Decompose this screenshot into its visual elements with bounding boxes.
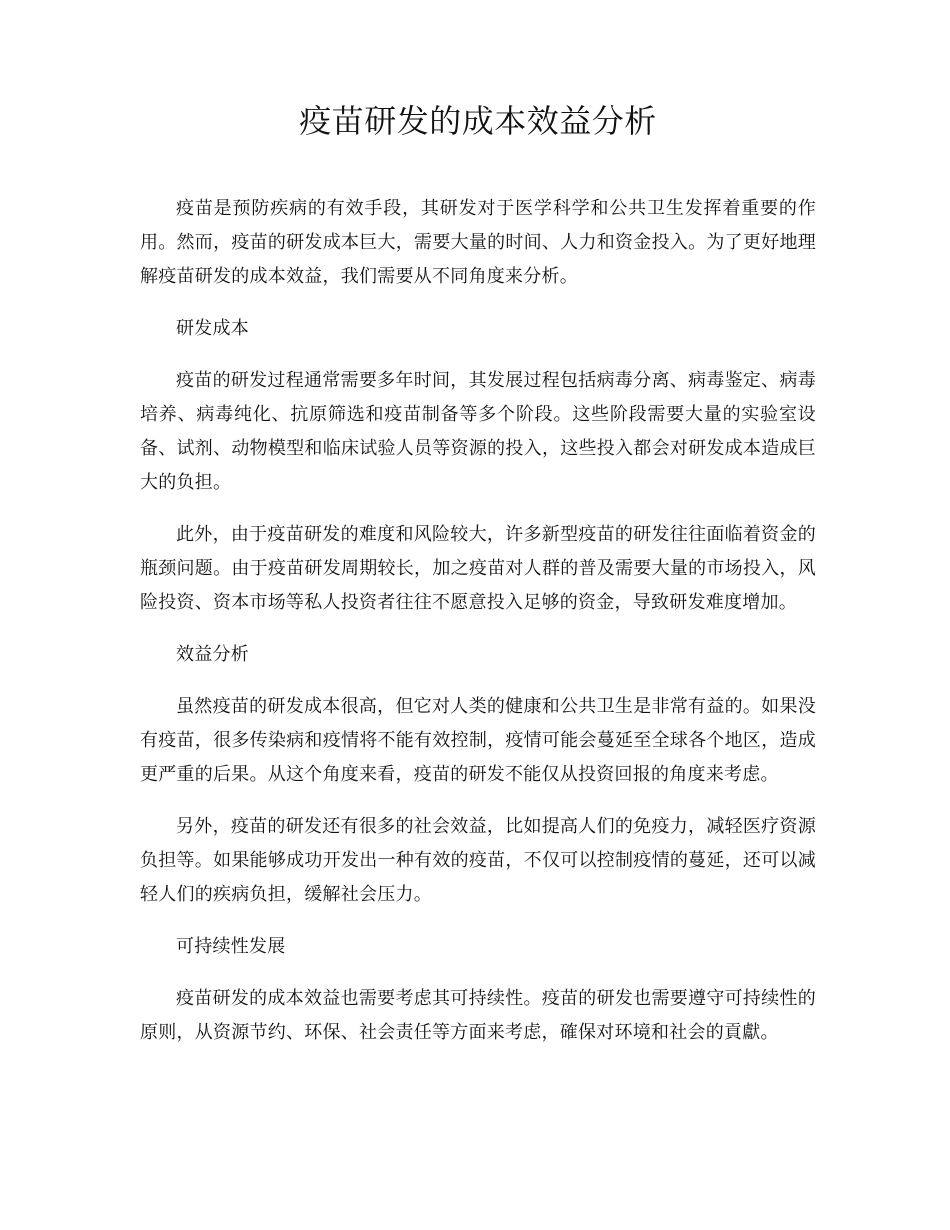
document-title: 疫苗研发的成本效益分析 [299,102,657,140]
section-heading-benefit-analysis: 效益分析 [176,644,249,665]
document-page [140,98,816,1068]
rd-cost-paragraph-1: 疫苗的研发过程通常需要多年时间，其发展过程包括病毒分离、病毒鉴定、病毒培养、病毒纯化、抗原筛选和疫苗制备等多个阶段。这些阶段需要大量的实验室设备、试剂、动物模型和临床试验人员等资源的投入，这些投入都会对研发成本造成巨大的负担。 [140,370,816,493]
sustainability-paragraph-1: 疫苗研发的成本效益也需要考虑其可持续性。疫苗的研发也需要遵守可持续性的原则，从资源节约、环保、社会责任等方面来考虑，確保对环境和社会的貢獻。 [140,988,816,1043]
section-heading-rd-cost: 研发成本 [176,318,249,339]
benefit-paragraph-1: 虽然疫苗的研发成本很高，但它对人类的健康和公共卫生是非常有益的。如果没有疫苗，很多传染病和疫情将不能有效控制，疫情可能会蔓延至全球各个地区，造成更严重的后果。从这个角度来看，疫苗的研发不能仅从投资回报的角度来考虑。 [140,696,816,785]
section-heading-sustainability: 可持续性发展 [176,936,286,957]
benefit-paragraph-2: 另外，疫苗的研发还有很多的社会效益，比如提高人们的免疫力，减轻医疗资源负担等。如果能够成功开发出一种有效的疫苗，不仅可以控制疫情的蔓延，还可以减轻人们的疾病负担，缓解社会压力。 [140,816,816,905]
intro-paragraph: 疫苗是预防疾病的有效手段，其研发对于医学科学和公共卫生发挥着重要的作用。然而，疫苗的研发成本巨大，需要大量的时间、人力和资金投入。为了更好地理解疫苗研发的成本效益，我们需要从不同角度来分析。 [140,198,816,287]
rd-cost-paragraph-2: 此外，由于疫苗研发的难度和风险较大，许多新型疫苗的研发往往面临着资金的瓶颈问题。由于疫苗研发周期较长，加之疫苗对人群的普及需要大量的市场投入，风险投资、资本市场等私人投资者往往不愿意投入足够的资金，导致研发难度增加。 [140,524,816,613]
